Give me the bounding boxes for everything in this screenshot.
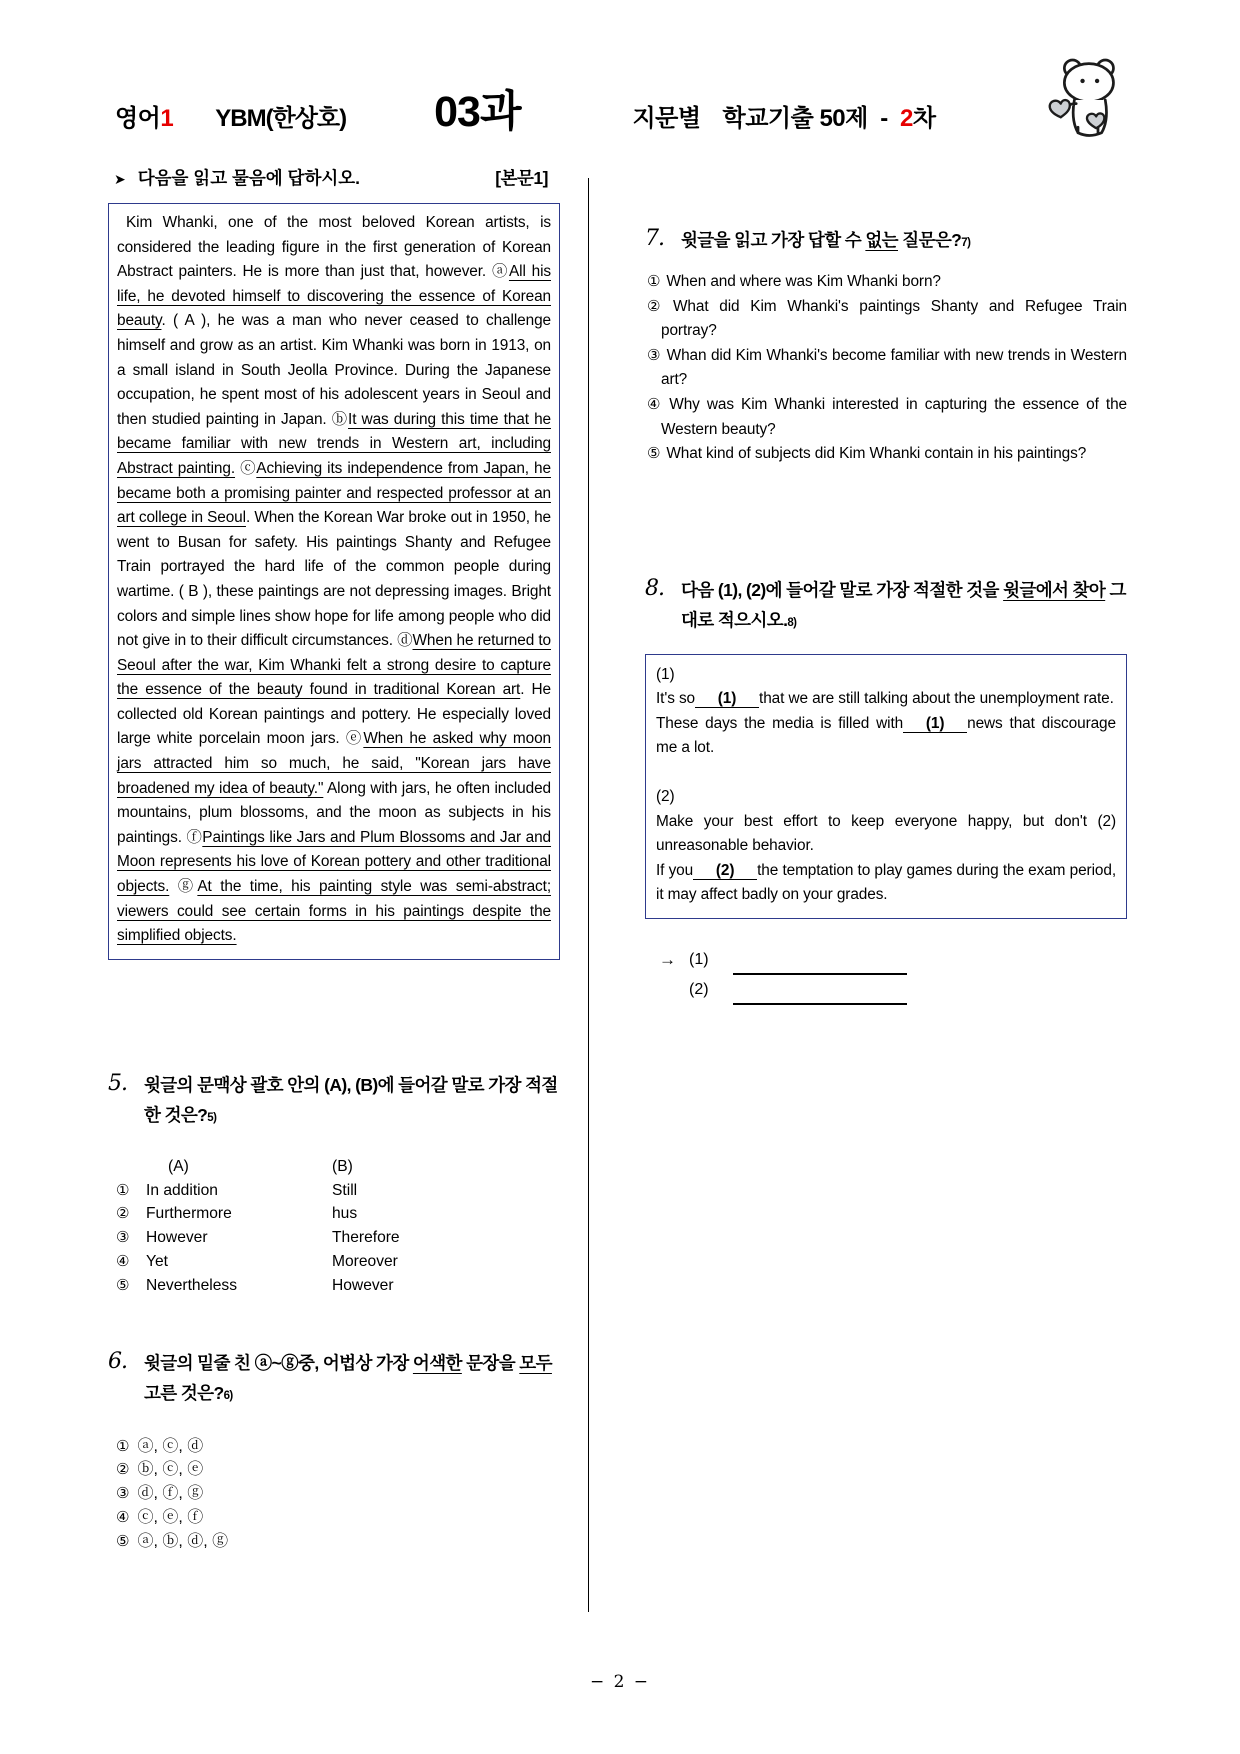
text-segment: 8) (787, 616, 797, 629)
text-segment: news that discourage me a lot. (656, 714, 1116, 757)
choice-row[interactable] (116, 1250, 560, 1274)
fill-in-blank: (2) (693, 863, 757, 880)
choice-number: ③ (116, 1229, 130, 1247)
choice-text: Why was Kim Whanki interested in capturing the essence of the Western beauty? (661, 395, 1127, 438)
choice-row[interactable] (116, 1435, 560, 1459)
text-segment: If you (656, 861, 694, 879)
choice-number: ④ (647, 395, 664, 413)
answer-label: (2) (689, 980, 709, 998)
choice-number: ⑤ (647, 445, 661, 463)
text-segment: ⓕ (186, 828, 203, 846)
choice-a-text: Furthermore (146, 1205, 232, 1223)
text-segment: Paintings like Jars and Plum Blossoms and Jar and Moon represents his love of Korean pottery and other traditional objects. (117, 828, 552, 896)
right-column (645, 165, 1127, 1005)
choice-text: What kind of subjects did Kim Whanki contain in his paintings? (666, 445, 1087, 463)
text-segment: It's so (656, 690, 696, 708)
example-line (656, 785, 1116, 810)
text-segment: ⓓ (397, 632, 413, 650)
column-b-header: (B) (332, 1157, 353, 1175)
left-column (108, 165, 560, 1554)
text-segment: These days the media is filled with (656, 714, 904, 732)
page-number: − 2 − (589, 1672, 651, 1692)
question-8-title (681, 575, 1127, 638)
course-number: 1 (160, 105, 174, 132)
text-segment: Along with jars, he often included mountains, plum blossoms, and the moon as subjects in his paintings. (117, 779, 552, 846)
question-7-number: 7. (645, 226, 664, 251)
choice-row[interactable] (116, 1202, 560, 1226)
choice-row[interactable] (647, 393, 1127, 442)
text-segment: (2) (656, 788, 675, 806)
choice-number: ② (116, 1205, 130, 1223)
text-segment: 윗글의 밑줄 친 ⓐ~ⓖ중, 어법상 가장 (144, 1352, 413, 1373)
fill-in-blank: (1) (903, 716, 967, 733)
example-line (656, 810, 1116, 859)
question-8-answer-area (659, 945, 1127, 1005)
question-7 (645, 225, 1127, 467)
text-segment: . He collected old Korean paintings and pottery. He especially loved large white porcelain moon jars. (117, 681, 552, 748)
question-5-title (144, 1070, 560, 1133)
round-number: 2 (900, 105, 913, 132)
answer-blank-line[interactable] (733, 953, 907, 975)
choice-number: ② (116, 1461, 130, 1479)
question-8-header (645, 575, 1127, 638)
question-6 (108, 1348, 560, 1554)
example-line (656, 687, 1116, 712)
choice-b-text: Still (332, 1181, 358, 1199)
question-6-title (144, 1348, 560, 1411)
choice-number: ⑤ (116, 1276, 130, 1294)
text-segment: 고른 것은? (144, 1382, 224, 1403)
publisher-label: YBM(한상호) (215, 105, 347, 132)
choice-text: ⓐ, ⓑ, ⓓ, ⓖ (137, 1532, 229, 1550)
text-segment: Kim Whanki, one of the most beloved Korean artists, is considered the leading figure in the first generation of Korean Abstract painters. He is more than just that, however. (117, 214, 551, 281)
choice-b-text: Moreover (332, 1253, 398, 1270)
choice-row[interactable] (116, 1458, 560, 1482)
choice-row[interactable] (647, 270, 1127, 295)
text-segment: 윗글에서 찾아 (1003, 579, 1106, 600)
choice-a-text: Yet (146, 1253, 168, 1270)
question-5 (108, 1070, 560, 1298)
text-segment: ⓔ (345, 730, 364, 748)
choice-a-text: However (146, 1229, 208, 1247)
example-line (656, 761, 1116, 786)
text-segment: 질문은? (898, 230, 962, 250)
choice-number: ① (116, 1181, 130, 1199)
choice-text: When and where was Kim Whanki born? (666, 273, 941, 290)
text-segment: that we are still talking about the unemployment rate. (759, 690, 1114, 708)
choice-text: Whan did Kim Whanki's become familiar with new trends in Western art? (661, 346, 1127, 389)
question-6-choices (116, 1435, 560, 1554)
question-5-choices (116, 1155, 560, 1298)
answer-arrow: → (659, 949, 676, 969)
question-8-example-box (645, 654, 1127, 919)
text-segment: At the time, his painting style was semi-abstract; viewers could see certain forms in his paintings despite the simplified objects. (117, 878, 551, 945)
choice-row[interactable] (116, 1274, 560, 1298)
text-segment: . ( A ), he was a man who never ceased to challenge himself and grow as an artist. Kim Whanki was born in 1913, on a small island in South Jeolla Province. During the Japanese occupation, he spent most of his adolescent years in Seoul and then studied painting in Japan. (117, 312, 551, 428)
text-segment: 다음 (1), (2)에 들어갈 말로 가장 적절한 것을 (681, 579, 1004, 600)
round-suffix: 차 (912, 105, 936, 132)
choice-b-text: However (332, 1276, 394, 1294)
text-segment: 어색한 (412, 1352, 462, 1373)
exam-set-title (632, 98, 935, 133)
text-segment: 없는 (865, 230, 898, 250)
choice-b-text: hus (332, 1205, 358, 1223)
choice-number: ① (116, 1437, 130, 1455)
passage-tag: [본문1] (495, 168, 548, 188)
text-segment: 7) (961, 237, 971, 249)
text-segment (169, 878, 178, 895)
choice-row[interactable] (116, 1506, 560, 1530)
text-segment: ⓐ (491, 263, 509, 281)
arrow-bullet-icon: ➤ (114, 171, 126, 187)
text-segment: . When the Korean War broke out in 1950, he went to Busan for safety. His paintings Shanty and Refugee Train portrayed the hard life of the common people during wartime. ( B ), these paintings are not depressing images. Bright colors and simple lines show hope for life among people who did not give in to their difficult circumstances. (117, 509, 551, 650)
choice-number: ⑤ (116, 1532, 130, 1550)
example-line (656, 712, 1116, 761)
choice-row[interactable] (647, 344, 1127, 393)
course-name: 영어 (115, 105, 161, 132)
choice-text: ⓑ, ⓒ, ⓔ (137, 1461, 204, 1479)
choice-column-headers (116, 1155, 560, 1179)
passage-directions (108, 165, 560, 190)
question-7-title (681, 225, 970, 258)
text-segment: ⓑ (331, 410, 349, 428)
question-6-number: 6. (108, 1348, 127, 1374)
example-line (656, 859, 1116, 908)
text-segment: 그대로 적으시오. (681, 579, 1126, 630)
choice-text: ⓐ, ⓒ, ⓓ (137, 1437, 204, 1455)
choice-a-text: Nevertheless (146, 1276, 238, 1294)
course-title (115, 98, 173, 133)
exam-set-dash: - (880, 105, 888, 132)
choice-text: ⓓ, ⓕ, ⓖ (137, 1485, 204, 1503)
choice-number: ② (647, 297, 667, 315)
text-segment: When he asked why moon jars attracted him so much, he said, "Korean jars have broadened my idea of beauty." (117, 730, 552, 797)
text-segment: All his life, he devoted himself to discovering the essence of Korean beauty (117, 263, 551, 330)
choice-text: ⓒ, ⓔ, ⓕ (137, 1508, 204, 1526)
directions-text: 다음을 읽고 물음에 답하시오. (137, 168, 361, 188)
choice-number: ③ (647, 346, 661, 364)
text-segment: 문장을 (461, 1352, 520, 1373)
text-segment: 6) (223, 1389, 233, 1402)
choice-number: ③ (116, 1485, 130, 1503)
text-segment: 모두 (519, 1352, 552, 1373)
question-5-number: 5. (108, 1070, 127, 1096)
question-7-choices (647, 270, 1127, 467)
text-segment: 윗글의 문맥상 괄호 안의 (A), (B)에 들어갈 말로 가장 적절한 것은? (144, 1074, 558, 1125)
column-a-header: (A) (168, 1157, 189, 1175)
choice-row[interactable] (647, 295, 1127, 344)
text-segment: ⓖ (177, 878, 198, 896)
choice-row[interactable] (116, 1530, 560, 1554)
choice-row[interactable] (116, 1226, 560, 1250)
text-segment: ⓒ (240, 459, 257, 477)
text-segment: Achieving its independence from Japan, he became both a promising painter and respected professor at an art college in Seoul (117, 459, 551, 527)
choice-number: ④ (116, 1253, 130, 1270)
column-divider (588, 178, 589, 1612)
answer-label: (1) (689, 950, 709, 968)
text-segment: Make your best effort to keep everyone happy, but don't (2) unreasonable behavior. (656, 812, 1116, 855)
choice-number: ④ (116, 1508, 130, 1526)
unit-title: 03과 (434, 88, 521, 136)
question-5-header (108, 1070, 560, 1133)
answer-row (659, 945, 1127, 975)
reading-passage (108, 203, 560, 960)
question-8 (645, 575, 1127, 1005)
choice-row[interactable] (116, 1482, 560, 1506)
choice-row[interactable] (647, 442, 1127, 467)
choice-row[interactable] (116, 1179, 560, 1203)
question-7-header (645, 225, 1127, 258)
text-segment: the temptation to play games during the exam period, it may affect badly on your grades. (656, 861, 1116, 904)
question-8-number: 8. (645, 575, 664, 601)
text-segment: It was during this time that he became familiar with new trends in Western art, including Abstract painting. (117, 410, 551, 477)
text-segment: 윗글을 읽고 가장 답할 수 (681, 230, 866, 250)
text-segment: 5) (207, 1111, 217, 1124)
exam-set-category: 지문별 (632, 105, 701, 132)
text-segment: When he returned to Seoul after the war, Kim Whanki felt a strong desire to capture the essence of the beauty found in traditional Korean art (117, 632, 551, 699)
question-6-header (108, 1348, 560, 1411)
choice-text: What did Kim Whanki's paintings Shanty and Refugee Train portray? (661, 297, 1127, 340)
exam-set-name: 학교기출 50제 (722, 105, 868, 132)
choice-a-text: In addition (146, 1181, 218, 1199)
text-segment: (1) (656, 665, 675, 683)
example-line (656, 663, 1116, 688)
fill-in-blank: (1) (695, 691, 759, 708)
page-header (115, 78, 1045, 139)
bear-mascot-icon (1038, 52, 1138, 153)
choice-b-text: Therefore (332, 1229, 400, 1247)
choice-number: ① (647, 273, 661, 290)
answer-blank-line[interactable] (733, 983, 907, 1005)
answer-row (659, 975, 1127, 1005)
